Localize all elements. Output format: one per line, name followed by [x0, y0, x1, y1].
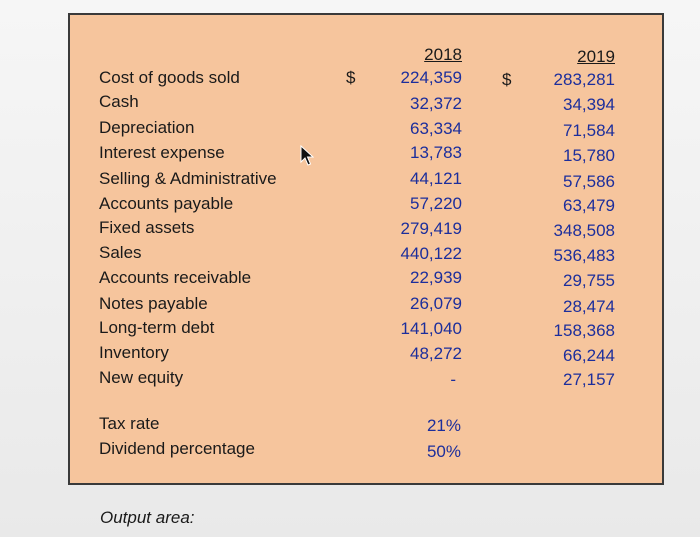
dollar-sign-2018: $ — [346, 68, 356, 87]
tax-rate-value: 21% — [426, 416, 461, 435]
dollar-sign-2019: $ — [502, 70, 512, 89]
financial-data-table — [68, 13, 664, 485]
value-2018: - — [450, 370, 456, 389]
row-label: Sales — [99, 243, 142, 262]
value-2018: 224,359 — [400, 68, 462, 87]
value-2019: 57,586 — [563, 172, 615, 191]
row-label: Fixed assets — [99, 218, 195, 237]
header-2018: 2018 — [424, 45, 462, 64]
value-2019: 348,508 — [553, 221, 615, 240]
value-2018: 63,334 — [410, 119, 462, 138]
row-label: Accounts payable — [99, 194, 234, 213]
row-label: Selling & Administrative — [99, 169, 277, 188]
row-label: Inventory — [99, 343, 169, 362]
row-label: Long-term debt — [99, 318, 215, 337]
value-2018: 13,783 — [410, 143, 462, 162]
value-2018: 32,372 — [410, 94, 462, 113]
value-2019: 536,483 — [553, 246, 615, 265]
value-2019: 66,244 — [563, 346, 615, 365]
value-2018: 22,939 — [410, 268, 462, 287]
value-2018: 279,419 — [400, 219, 462, 238]
mouse-pointer-icon — [300, 145, 314, 167]
row-label: Interest expense — [99, 143, 225, 162]
value-2019: 28,474 — [563, 297, 615, 316]
value-2019: 283,281 — [553, 70, 615, 89]
value-2018: 48,272 — [410, 344, 462, 363]
header-2019: 2019 — [577, 47, 615, 66]
row-label: Cash — [99, 92, 139, 111]
row-label: Depreciation — [99, 118, 195, 137]
value-2018: 44,121 — [410, 169, 462, 188]
dividend-percentage-label: Dividend percentage — [99, 439, 255, 458]
row-label: Accounts receivable — [99, 268, 252, 287]
value-2018: 440,122 — [400, 244, 462, 263]
value-2019: 63,479 — [563, 196, 615, 215]
value-2019: 15,780 — [563, 146, 615, 165]
value-2018: 57,220 — [410, 194, 462, 213]
value-2019: 34,394 — [563, 95, 615, 114]
value-2019: 158,368 — [553, 321, 615, 340]
value-2019: 29,755 — [563, 271, 615, 290]
row-label: New equity — [99, 368, 184, 387]
value-2019: 27,157 — [563, 370, 615, 389]
value-2018: 26,079 — [410, 294, 462, 313]
row-label: Notes payable — [99, 294, 208, 313]
value-2018: 141,040 — [400, 319, 462, 338]
dividend-percentage-value: 50% — [426, 442, 461, 461]
value-2019: 71,584 — [563, 121, 615, 140]
row-label: Cost of goods sold — [99, 68, 240, 87]
output-area-label: Output area: — [100, 508, 195, 527]
tax-rate-label: Tax rate — [99, 414, 160, 433]
